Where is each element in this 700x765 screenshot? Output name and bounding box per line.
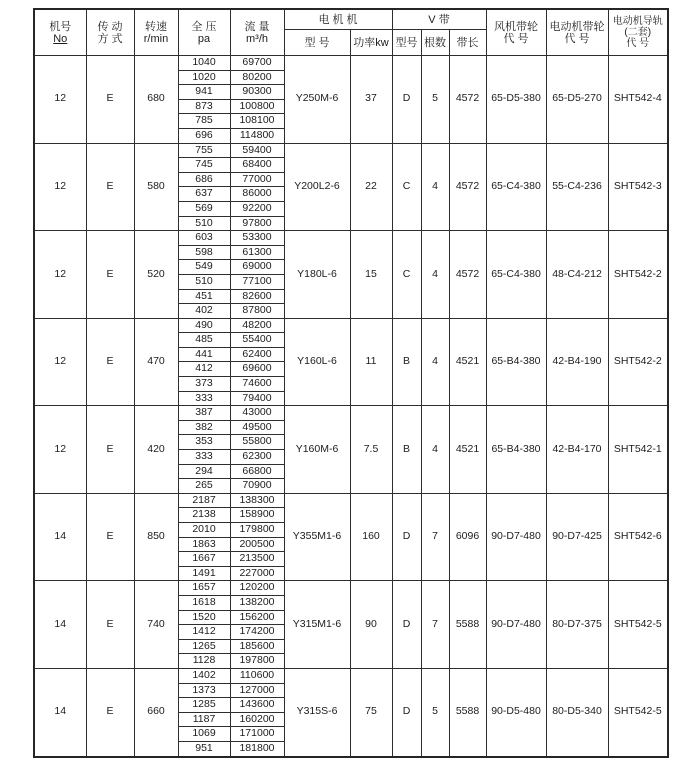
cell-belt-count: 4: [421, 143, 449, 231]
col-header-motor-model: 型 号: [284, 30, 350, 56]
cell-belt-length: 4521: [449, 318, 486, 406]
cell-pressure: 1373: [178, 683, 230, 698]
cell-pressure: 373: [178, 377, 230, 392]
cell-flow: 100800: [230, 99, 284, 114]
cell-speed: 660: [134, 668, 178, 756]
col-header-pressure: 全 压 pa: [178, 9, 230, 56]
cell-pressure: 387: [178, 406, 230, 421]
cell-motor-pulley: 55-C4-236: [546, 143, 608, 231]
col-header-drive-mode: 传 动 方 式: [86, 9, 134, 56]
cell-pressure: 1491: [178, 566, 230, 581]
cell-flow: 108100: [230, 114, 284, 129]
cell-rail-code: SHT542-2: [608, 318, 668, 406]
cell-flow: 158900: [230, 508, 284, 523]
cell-pressure: 603: [178, 231, 230, 246]
cell-flow: 213500: [230, 552, 284, 567]
cell-motor-power: 7.5: [350, 406, 392, 494]
cell-pressure: 1020: [178, 70, 230, 85]
cell-pressure: 412: [178, 362, 230, 377]
cell-rail-code: SHT542-5: [608, 581, 668, 669]
cell-pressure: 510: [178, 274, 230, 289]
cell-motor-power: 160: [350, 493, 392, 581]
cell-pressure: 294: [178, 464, 230, 479]
cell-flow: 90300: [230, 85, 284, 100]
cell-speed: 420: [134, 406, 178, 494]
cell-rail-code: SHT542-5: [608, 668, 668, 756]
cell-flow: 55800: [230, 435, 284, 450]
cell-flow: 156200: [230, 610, 284, 625]
cell-belt-type: B: [392, 318, 421, 406]
cell-flow: 48200: [230, 318, 284, 333]
cell-flow: 200500: [230, 537, 284, 552]
cell-motor-model: Y200L2-6: [284, 143, 350, 231]
table-row: [34, 668, 668, 683]
cell-belt-count: 4: [421, 231, 449, 319]
cell-machine-no: 14: [34, 581, 86, 669]
cell-rail-code: SHT542-1: [608, 406, 668, 494]
cell-pressure: 2138: [178, 508, 230, 523]
cell-pressure: 441: [178, 347, 230, 362]
cell-flow: 62300: [230, 450, 284, 465]
cell-flow: 80200: [230, 70, 284, 85]
cell-flow: 181800: [230, 741, 284, 756]
cell-motor-model: Y250M-6: [284, 56, 350, 144]
machine-no-label: 机号: [49, 20, 72, 33]
cell-pressure: 951: [178, 741, 230, 756]
col-group-header-vbelt: V 带: [392, 9, 486, 30]
cell-pressure: 451: [178, 289, 230, 304]
col-header-vbelt-count: 根数: [421, 30, 449, 56]
cell-pressure: 686: [178, 172, 230, 187]
cell-rail-code: SHT542-2: [608, 231, 668, 319]
cell-belt-type: B: [392, 406, 421, 494]
cell-pressure: 1187: [178, 712, 230, 727]
cell-pressure: 598: [178, 245, 230, 260]
cell-belt-count: 4: [421, 318, 449, 406]
cell-belt-count: 7: [421, 493, 449, 581]
cell-pressure: 1069: [178, 727, 230, 742]
cell-belt-length: 5588: [449, 581, 486, 669]
cell-belt-type: C: [392, 231, 421, 319]
cell-flow: 110600: [230, 668, 284, 683]
cell-speed: 520: [134, 231, 178, 319]
cell-motor-pulley: 80-D7-375: [546, 581, 608, 669]
cell-belt-count: 7: [421, 581, 449, 669]
cell-speed: 680: [134, 56, 178, 144]
cell-machine-no: 12: [34, 56, 86, 144]
col-header-motor-power: 功率kw: [350, 30, 392, 56]
cell-machine-no: 14: [34, 493, 86, 581]
cell-motor-pulley: 80-D5-340: [546, 668, 608, 756]
cell-flow: 49500: [230, 420, 284, 435]
cell-pressure: 1040: [178, 56, 230, 71]
cell-drive-mode: E: [86, 406, 134, 494]
cell-pressure: 549: [178, 260, 230, 275]
cell-motor-pulley: 42-B4-190: [546, 318, 608, 406]
cell-motor-model: Y160M-6: [284, 406, 350, 494]
table-row: [34, 56, 668, 71]
col-header-speed: 转速 r/min: [134, 9, 178, 56]
cell-fan-pulley: 90-D7-480: [486, 581, 546, 669]
cell-flow: 138200: [230, 595, 284, 610]
cell-belt-type: D: [392, 56, 421, 144]
cell-flow: 69000: [230, 260, 284, 275]
cell-flow: 171000: [230, 727, 284, 742]
cell-drive-mode: E: [86, 56, 134, 144]
cell-fan-pulley: 65-B4-380: [486, 406, 546, 494]
cell-flow: 120200: [230, 581, 284, 596]
cell-pressure: 1618: [178, 595, 230, 610]
cell-drive-mode: E: [86, 668, 134, 756]
table-row: [34, 493, 668, 508]
cell-machine-no: 12: [34, 318, 86, 406]
cell-flow: 143600: [230, 698, 284, 713]
cell-machine-no: 12: [34, 143, 86, 231]
col-header-motor-rail: 电动机导轨 (二套) 代 号: [608, 9, 668, 56]
cell-fan-pulley: 90-D7-480: [486, 493, 546, 581]
cell-machine-no: 14: [34, 668, 86, 756]
cell-pressure: 333: [178, 450, 230, 465]
cell-pressure: 1128: [178, 654, 230, 669]
cell-pressure: 1265: [178, 639, 230, 654]
cell-flow: 68400: [230, 158, 284, 173]
cell-flow: 92200: [230, 201, 284, 216]
cell-fan-pulley: 65-D5-380: [486, 56, 546, 144]
table-row: [34, 318, 668, 333]
cell-rail-code: SHT542-3: [608, 143, 668, 231]
cell-pressure: 265: [178, 479, 230, 494]
cell-drive-mode: E: [86, 581, 134, 669]
cell-pressure: 941: [178, 85, 230, 100]
cell-flow: 61300: [230, 245, 284, 260]
cell-pressure: 402: [178, 304, 230, 319]
cell-flow: 179800: [230, 523, 284, 538]
cell-pressure: 485: [178, 333, 230, 348]
cell-flow: 66800: [230, 464, 284, 479]
cell-pressure: 1863: [178, 537, 230, 552]
cell-pressure: 353: [178, 435, 230, 450]
col-header-vbelt-length: 带长: [449, 30, 486, 56]
cell-pressure: 637: [178, 187, 230, 202]
cell-pressure: 1402: [178, 668, 230, 683]
cell-fan-pulley: 90-D5-480: [486, 668, 546, 756]
cell-motor-model: Y315M1-6: [284, 581, 350, 669]
cell-pressure: 2010: [178, 523, 230, 538]
cell-motor-model: Y160L-6: [284, 318, 350, 406]
cell-drive-mode: E: [86, 143, 134, 231]
cell-pressure: 696: [178, 128, 230, 143]
cell-belt-type: D: [392, 668, 421, 756]
cell-motor-pulley: 65-D5-270: [546, 56, 608, 144]
cell-motor-pulley: 42-B4-170: [546, 406, 608, 494]
cell-pressure: 755: [178, 143, 230, 158]
cell-flow: 69600: [230, 362, 284, 377]
cell-pressure: 569: [178, 201, 230, 216]
cell-pressure: 1412: [178, 625, 230, 640]
cell-belt-type: C: [392, 143, 421, 231]
cell-pressure: 1667: [178, 552, 230, 567]
table-row: [34, 231, 668, 246]
cell-rail-code: SHT542-6: [608, 493, 668, 581]
cell-flow: 97800: [230, 216, 284, 231]
cell-flow: 59400: [230, 143, 284, 158]
cell-belt-count: 5: [421, 668, 449, 756]
cell-flow: 87800: [230, 304, 284, 319]
cell-belt-count: 4: [421, 406, 449, 494]
cell-flow: 79400: [230, 391, 284, 406]
cell-pressure: 1285: [178, 698, 230, 713]
cell-flow: 114800: [230, 128, 284, 143]
cell-belt-count: 5: [421, 56, 449, 144]
cell-pressure: 1657: [178, 581, 230, 596]
machine-no-unit: No: [53, 32, 68, 45]
cell-flow: 227000: [230, 566, 284, 581]
cell-motor-power: 22: [350, 143, 392, 231]
cell-flow: 62400: [230, 347, 284, 362]
cell-pressure: 873: [178, 99, 230, 114]
cell-flow: 74600: [230, 377, 284, 392]
cell-flow: 86000: [230, 187, 284, 202]
cell-machine-no: 12: [34, 406, 86, 494]
cell-belt-length: 6096: [449, 493, 486, 581]
cell-motor-power: 15: [350, 231, 392, 319]
cell-pressure: 510: [178, 216, 230, 231]
cell-flow: 55400: [230, 333, 284, 348]
cell-flow: 70900: [230, 479, 284, 494]
cell-fan-pulley: 65-C4-380: [486, 143, 546, 231]
cell-speed: 580: [134, 143, 178, 231]
col-header-machine-no: [34, 9, 86, 56]
col-header-fan-pulley: 风机带轮 代 号: [486, 9, 546, 56]
col-header-motor-pulley: 电动机带轮 代 号: [546, 9, 608, 56]
cell-belt-type: D: [392, 581, 421, 669]
table-body: [34, 56, 668, 757]
cell-motor-pulley: 90-D7-425: [546, 493, 608, 581]
cell-belt-length: 5588: [449, 668, 486, 756]
cell-speed: 850: [134, 493, 178, 581]
cell-motor-model: Y180L-6: [284, 231, 350, 319]
cell-motor-power: 11: [350, 318, 392, 406]
cell-speed: 470: [134, 318, 178, 406]
cell-flow: 77100: [230, 274, 284, 289]
cell-motor-power: 75: [350, 668, 392, 756]
cell-belt-length: 4572: [449, 231, 486, 319]
cell-flow: 69700: [230, 56, 284, 71]
table-header: [34, 9, 668, 56]
cell-motor-power: 90: [350, 581, 392, 669]
cell-flow: 138300: [230, 493, 284, 508]
cell-flow: 127000: [230, 683, 284, 698]
cell-flow: 77000: [230, 172, 284, 187]
cell-motor-model: Y315S-6: [284, 668, 350, 756]
cell-fan-pulley: 65-B4-380: [486, 318, 546, 406]
cell-pressure: 333: [178, 391, 230, 406]
cell-rail-code: SHT542-4: [608, 56, 668, 144]
cell-pressure: 785: [178, 114, 230, 129]
cell-drive-mode: E: [86, 493, 134, 581]
cell-belt-type: D: [392, 493, 421, 581]
cell-flow: 197800: [230, 654, 284, 669]
table-row: [34, 406, 668, 421]
table-row: [34, 143, 668, 158]
fan-motor-spec-table: [33, 8, 669, 758]
cell-fan-pulley: 65-C4-380: [486, 231, 546, 319]
cell-flow: 82600: [230, 289, 284, 304]
cell-drive-mode: E: [86, 231, 134, 319]
cell-pressure: 490: [178, 318, 230, 333]
col-group-header-motor: 电 机 机: [284, 9, 392, 30]
cell-speed: 740: [134, 581, 178, 669]
cell-motor-pulley: 48-C4-212: [546, 231, 608, 319]
cell-pressure: 745: [178, 158, 230, 173]
table-row: [34, 581, 668, 596]
cell-pressure: 1520: [178, 610, 230, 625]
cell-pressure: 2187: [178, 493, 230, 508]
cell-motor-model: Y355M1-6: [284, 493, 350, 581]
cell-flow: 53300: [230, 231, 284, 246]
cell-pressure: 382: [178, 420, 230, 435]
col-header-vbelt-model: 型号: [392, 30, 421, 56]
cell-belt-length: 4521: [449, 406, 486, 494]
cell-motor-power: 37: [350, 56, 392, 144]
cell-flow: 174200: [230, 625, 284, 640]
col-header-flow: 流 量 m³/h: [230, 9, 284, 56]
cell-flow: 43000: [230, 406, 284, 421]
cell-flow: 160200: [230, 712, 284, 727]
cell-belt-length: 4572: [449, 56, 486, 144]
cell-belt-length: 4572: [449, 143, 486, 231]
cell-drive-mode: E: [86, 318, 134, 406]
cell-flow: 185600: [230, 639, 284, 654]
cell-machine-no: 12: [34, 231, 86, 319]
